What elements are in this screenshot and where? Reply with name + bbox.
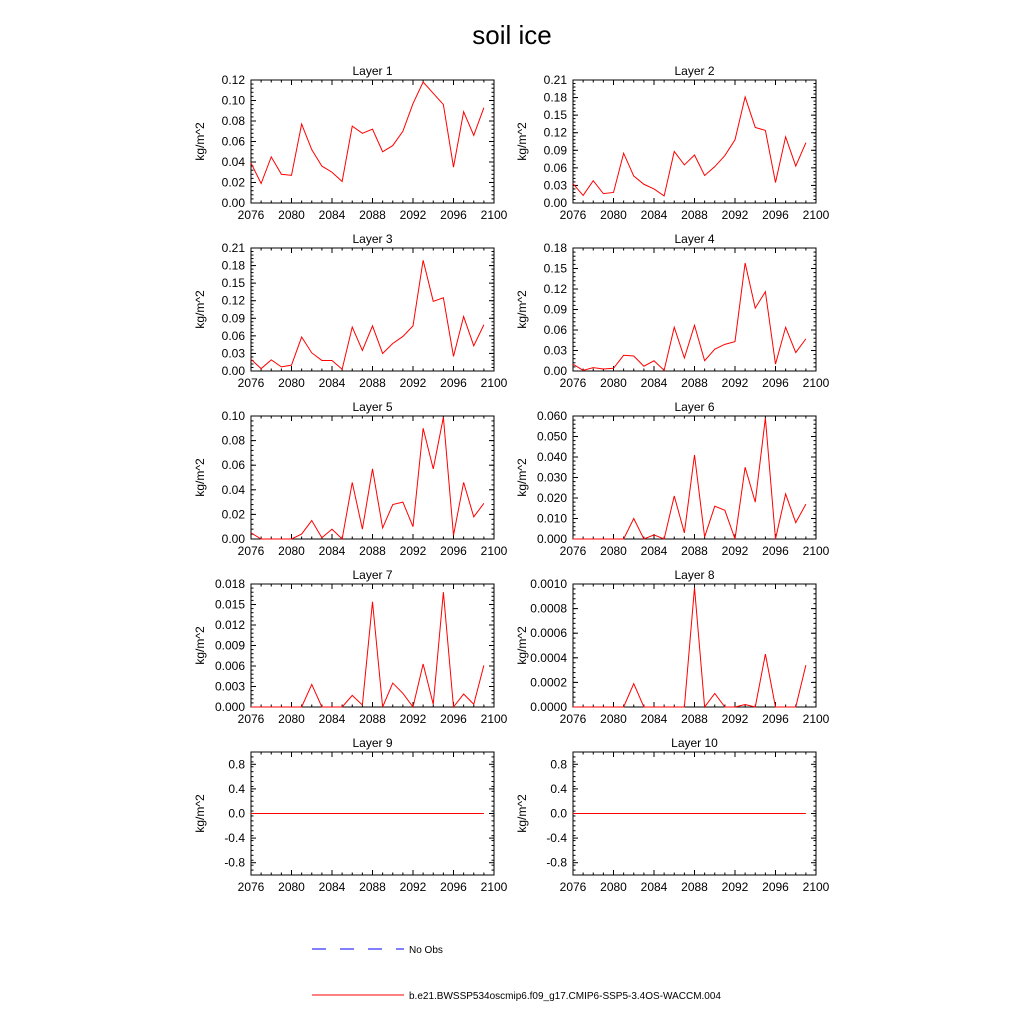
x-tick-label: 2084 <box>640 712 668 726</box>
y-tick-label: 0.04 <box>221 482 245 497</box>
x-tick-label: 2096 <box>440 376 467 390</box>
x-tick-label: 2088 <box>359 376 386 390</box>
series-line <box>573 418 806 539</box>
y-tick-label: 0.09 <box>221 311 245 326</box>
y-tick-label: 0.21 <box>543 73 567 87</box>
panel-layer-6 <box>515 400 830 558</box>
y-tick-label: 0.06 <box>221 328 245 343</box>
x-tick-label: 2084 <box>318 544 346 558</box>
series-line <box>251 592 484 707</box>
y-tick-label: 0.15 <box>543 108 567 123</box>
y-tick-label: 0.06 <box>543 160 567 175</box>
x-tick-label: 2092 <box>721 880 749 894</box>
y-axis-label: kg/m^2 <box>193 626 207 665</box>
y-tick-label: 0.0002 <box>530 675 567 690</box>
x-tick-label: 2088 <box>681 208 708 222</box>
y-tick-label: 0.09 <box>543 302 567 317</box>
panel-layer-4 <box>515 232 830 390</box>
y-axis-label: kg/m^2 <box>515 290 529 329</box>
panel-title: Layer 6 <box>674 400 715 414</box>
x-tick-label: 2088 <box>681 376 708 390</box>
y-tick-label: 0.040 <box>536 450 567 464</box>
x-tick-label: 2084 <box>318 376 346 390</box>
x-tick-label: 2084 <box>640 880 668 894</box>
y-tick-label: 0.00 <box>221 364 245 378</box>
x-tick-label: 2092 <box>721 712 749 726</box>
y-tick-label: 0.020 <box>536 491 567 505</box>
x-tick-label: 2096 <box>440 208 467 222</box>
y-tick-label: 0.0000 <box>530 700 567 714</box>
y-tick-label: 0.010 <box>536 511 567 526</box>
x-tick-label: 2080 <box>600 208 627 222</box>
y-tick-label: 0.03 <box>543 178 567 193</box>
x-tick-label: 2076 <box>559 544 587 558</box>
x-tick-label: 2092 <box>721 544 749 558</box>
x-tick-label: 2096 <box>440 712 467 726</box>
y-tick-label: 0.0008 <box>530 601 567 616</box>
y-tick-label: 0.0004 <box>530 650 567 665</box>
y-tick-label: 0.21 <box>221 241 245 255</box>
y-tick-label: 0.04 <box>221 155 245 169</box>
y-tick-label: 0.00 <box>543 196 567 210</box>
y-tick-label: 0.12 <box>221 73 245 87</box>
y-tick-label: 0.4 <box>550 781 567 796</box>
panel-layer-10 <box>515 736 830 894</box>
panel-layer-3 <box>193 232 508 390</box>
x-tick-label: 2084 <box>640 208 668 222</box>
y-tick-label: 0.18 <box>543 241 567 255</box>
x-tick-label: 2096 <box>762 544 789 558</box>
x-tick-label: 2100 <box>480 544 508 558</box>
x-tick-label: 2076 <box>559 208 587 222</box>
panel-layer-5 <box>193 400 508 558</box>
y-tick-label: -0.4 <box>546 831 567 846</box>
y-tick-label: 0.000 <box>214 700 245 714</box>
x-tick-label: 2092 <box>721 208 749 222</box>
x-tick-label: 2100 <box>802 376 830 390</box>
y-tick-label: -0.8 <box>546 855 567 870</box>
plot-frame <box>251 416 494 539</box>
y-tick-label: 0.08 <box>221 114 245 128</box>
y-tick-label: 0.02 <box>221 507 245 522</box>
x-tick-label: 2100 <box>480 712 508 726</box>
y-tick-label: 0.02 <box>221 175 245 190</box>
y-axis-label: kg/m^2 <box>193 122 207 161</box>
legend <box>312 945 721 1002</box>
x-tick-label: 2096 <box>762 880 789 894</box>
x-tick-label: 2080 <box>600 880 627 894</box>
y-tick-label: 0.0006 <box>530 626 567 641</box>
x-tick-label: 2100 <box>802 544 830 558</box>
y-tick-label: 0.8 <box>228 757 245 772</box>
x-tick-label: 2100 <box>802 880 830 894</box>
x-tick-label: 2092 <box>399 544 427 558</box>
y-tick-label: 0.00 <box>543 364 567 378</box>
y-tick-label: 0.009 <box>214 638 245 653</box>
x-tick-label: 2080 <box>600 544 627 558</box>
panel-layer-7 <box>193 568 508 726</box>
y-tick-label: 0.03 <box>221 346 245 361</box>
series-line <box>573 263 806 370</box>
y-tick-label: 0.15 <box>221 276 245 291</box>
x-tick-label: 2080 <box>278 880 305 894</box>
y-tick-label: 0.09 <box>543 143 567 158</box>
x-tick-label: 2088 <box>359 880 386 894</box>
plot-frame <box>573 80 816 203</box>
x-tick-label: 2092 <box>399 208 427 222</box>
y-tick-label: 0.03 <box>543 343 567 358</box>
y-tick-label: 0.18 <box>543 90 567 105</box>
y-tick-label: 0.0 <box>228 806 245 821</box>
y-tick-label: 0.12 <box>543 125 567 140</box>
x-tick-label: 2096 <box>762 712 789 726</box>
panel-title: Layer 4 <box>674 232 715 246</box>
x-tick-label: 2076 <box>237 880 265 894</box>
x-tick-label: 2100 <box>802 712 830 726</box>
x-tick-label: 2088 <box>681 712 708 726</box>
x-tick-label: 2080 <box>278 376 305 390</box>
y-axis-label: kg/m^2 <box>193 794 207 833</box>
y-tick-label: 0.18 <box>221 258 245 273</box>
x-tick-label: 2084 <box>640 544 668 558</box>
panel-title: Layer 3 <box>352 232 393 246</box>
y-tick-label: 0.060 <box>536 409 567 423</box>
y-tick-label: 0.15 <box>543 261 567 276</box>
y-tick-label: 0.12 <box>221 293 245 308</box>
y-tick-label: 0.08 <box>221 433 245 448</box>
x-tick-label: 2084 <box>640 376 668 390</box>
figure-title: soil ice <box>472 20 552 50</box>
y-tick-label: 0.8 <box>550 757 567 772</box>
y-tick-label: 0.12 <box>543 282 567 296</box>
y-tick-label: 0.06 <box>221 134 245 149</box>
legend-series-label: b.e21.BWSSP534oscmip6.f09_g17.CMIP6-SSP5-3.4OS-WACCM.004 <box>409 991 721 1002</box>
x-tick-label: 2084 <box>318 880 346 894</box>
x-tick-label: 2096 <box>762 208 789 222</box>
y-tick-label: -0.8 <box>224 855 245 870</box>
panel-title: Layer 8 <box>674 568 715 582</box>
x-tick-label: 2084 <box>318 712 346 726</box>
series-line <box>251 417 484 539</box>
x-tick-label: 2076 <box>237 376 265 390</box>
y-tick-label: 0.10 <box>221 409 245 423</box>
y-axis-label: kg/m^2 <box>515 458 529 497</box>
x-tick-label: 2096 <box>440 880 467 894</box>
x-tick-label: 2076 <box>559 712 587 726</box>
y-tick-label: 0.012 <box>214 618 245 632</box>
panel-title: Layer 7 <box>352 568 393 582</box>
x-tick-label: 2088 <box>359 208 386 222</box>
x-tick-label: 2080 <box>600 376 627 390</box>
x-tick-label: 2092 <box>399 880 427 894</box>
panel-title: Layer 5 <box>352 400 393 414</box>
y-tick-label: 0.06 <box>221 458 245 473</box>
y-tick-label: 0.06 <box>543 323 567 337</box>
plot-frame <box>251 248 494 371</box>
series-line <box>251 82 484 183</box>
panel-layer-2 <box>515 64 830 222</box>
y-tick-label: 0.00 <box>221 196 245 210</box>
y-tick-label: 0.000 <box>536 532 567 546</box>
panel-layer-8 <box>515 568 830 726</box>
panel-title: Layer 1 <box>352 64 393 78</box>
x-tick-label: 2080 <box>278 208 305 222</box>
panel-layer-1 <box>193 64 508 222</box>
panel-title: Layer 9 <box>352 736 393 750</box>
x-tick-label: 2076 <box>559 376 587 390</box>
x-tick-label: 2080 <box>600 712 627 726</box>
y-axis-label: kg/m^2 <box>515 794 529 833</box>
panel-layer-9 <box>193 736 508 894</box>
x-tick-label: 2100 <box>802 208 830 222</box>
x-tick-label: 2088 <box>359 712 386 726</box>
series-line <box>573 97 806 196</box>
y-axis-label: kg/m^2 <box>515 122 529 161</box>
y-tick-label: 0.006 <box>214 659 245 673</box>
x-tick-label: 2088 <box>681 544 708 558</box>
plot-frame <box>573 584 816 707</box>
x-tick-label: 2088 <box>681 880 708 894</box>
x-tick-label: 2092 <box>399 712 427 726</box>
legend-no-obs-label: No Obs <box>409 945 443 956</box>
series-line <box>573 588 806 707</box>
x-tick-label: 2096 <box>762 376 789 390</box>
y-tick-label: 0.0 <box>550 806 567 821</box>
x-tick-label: 2088 <box>359 544 386 558</box>
x-tick-label: 2092 <box>399 376 427 390</box>
x-tick-label: 2076 <box>237 712 265 726</box>
y-tick-label: 0.050 <box>536 429 567 444</box>
y-tick-label: 0.0010 <box>530 577 567 591</box>
plot-frame <box>573 248 816 371</box>
x-tick-label: 2080 <box>278 544 305 558</box>
plot-frame <box>251 80 494 203</box>
x-tick-label: 2100 <box>480 208 508 222</box>
y-tick-label: -0.4 <box>224 831 245 846</box>
x-tick-label: 2100 <box>480 880 508 894</box>
y-axis-label: kg/m^2 <box>193 458 207 497</box>
y-axis-label: kg/m^2 <box>515 626 529 665</box>
series-line <box>251 260 484 369</box>
y-axis-label: kg/m^2 <box>193 290 207 329</box>
y-tick-label: 0.10 <box>221 93 245 108</box>
panels <box>193 64 830 894</box>
x-tick-label: 2096 <box>440 544 467 558</box>
y-tick-label: 0.015 <box>214 597 245 612</box>
y-tick-label: 0.00 <box>221 532 245 546</box>
x-tick-label: 2080 <box>278 712 305 726</box>
y-tick-label: 0.003 <box>214 679 245 694</box>
panel-title: Layer 2 <box>674 64 715 78</box>
y-tick-label: 0.018 <box>214 577 245 591</box>
x-tick-label: 2076 <box>559 880 587 894</box>
x-tick-label: 2092 <box>721 376 749 390</box>
x-tick-label: 2084 <box>318 208 346 222</box>
x-tick-label: 2100 <box>480 376 508 390</box>
x-tick-label: 2076 <box>237 208 265 222</box>
panel-title: Layer 10 <box>671 736 718 750</box>
y-tick-label: 0.030 <box>536 470 567 485</box>
x-tick-label: 2076 <box>237 544 265 558</box>
y-tick-label: 0.4 <box>228 781 245 796</box>
